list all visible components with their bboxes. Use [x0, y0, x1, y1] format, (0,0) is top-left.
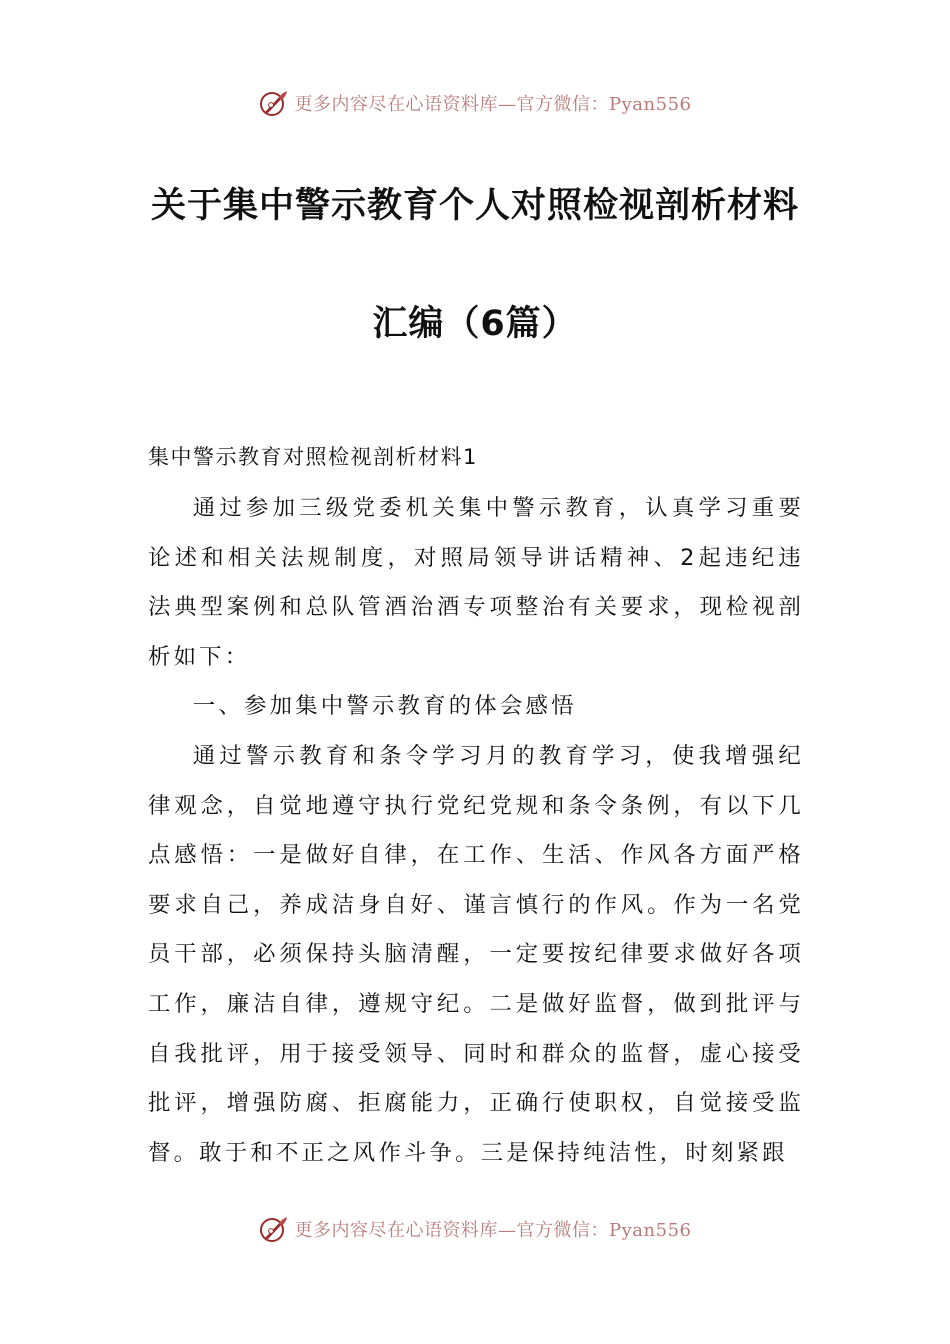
watermark-text: 更多内容尽在心语资料库—官方微信：Pyan556 [294, 94, 692, 115]
body-heading: 一、参加集中警示教育的体会感悟 [192, 693, 577, 720]
quill-logo-icon [259, 88, 289, 118]
watermark-text: 更多内容尽在心语资料库—官方微信：Pyan556 [294, 1220, 692, 1241]
quill-logo-icon [259, 1214, 289, 1244]
body-paragraph: 通过参加三级党委机关集中警示教育，认真学习重要论述和相关法规制度，对照局领导讲话精神、2起违纪违法典型案例和总队管酒治酒专项整治有关要求，现检视剖析如下： [148, 495, 804, 670]
section-title: 集中警示教育对照检视剖析材料1 [148, 445, 478, 469]
document-title-line1: 关于集中警示教育个人对照检视剖析材料 [150, 186, 799, 226]
header-watermark [0, 86, 950, 120]
body-paragraph: 通过警示教育和条令学习月的教育学习，使我增强纪律观念，自觉地遵守执行党纪党规和条令条例，有以下几点感悟：一是做好自律，在工作、生活、作风各方面严格要求自己，养成洁身自好、谨言慎行的作风。作为一名党员干部，必须保持头脑清醒，一定要按纪律要求做好各项工作，廉洁自律，遵规守纪。二是做好监督，做到批评与自我批评，用于接受领导、同时和群众的监督，虚心接受批评，增强防腐、拒腐能力，正确行使职权，自觉接受监督。敢于和不正之风作斗争。三是保持纯洁性，时刻紧跟 [148, 742, 804, 1166]
footer-watermark [0, 1212, 950, 1246]
document-title-line2: 汇编（6篇） [372, 304, 578, 344]
document-body [148, 484, 804, 1178]
